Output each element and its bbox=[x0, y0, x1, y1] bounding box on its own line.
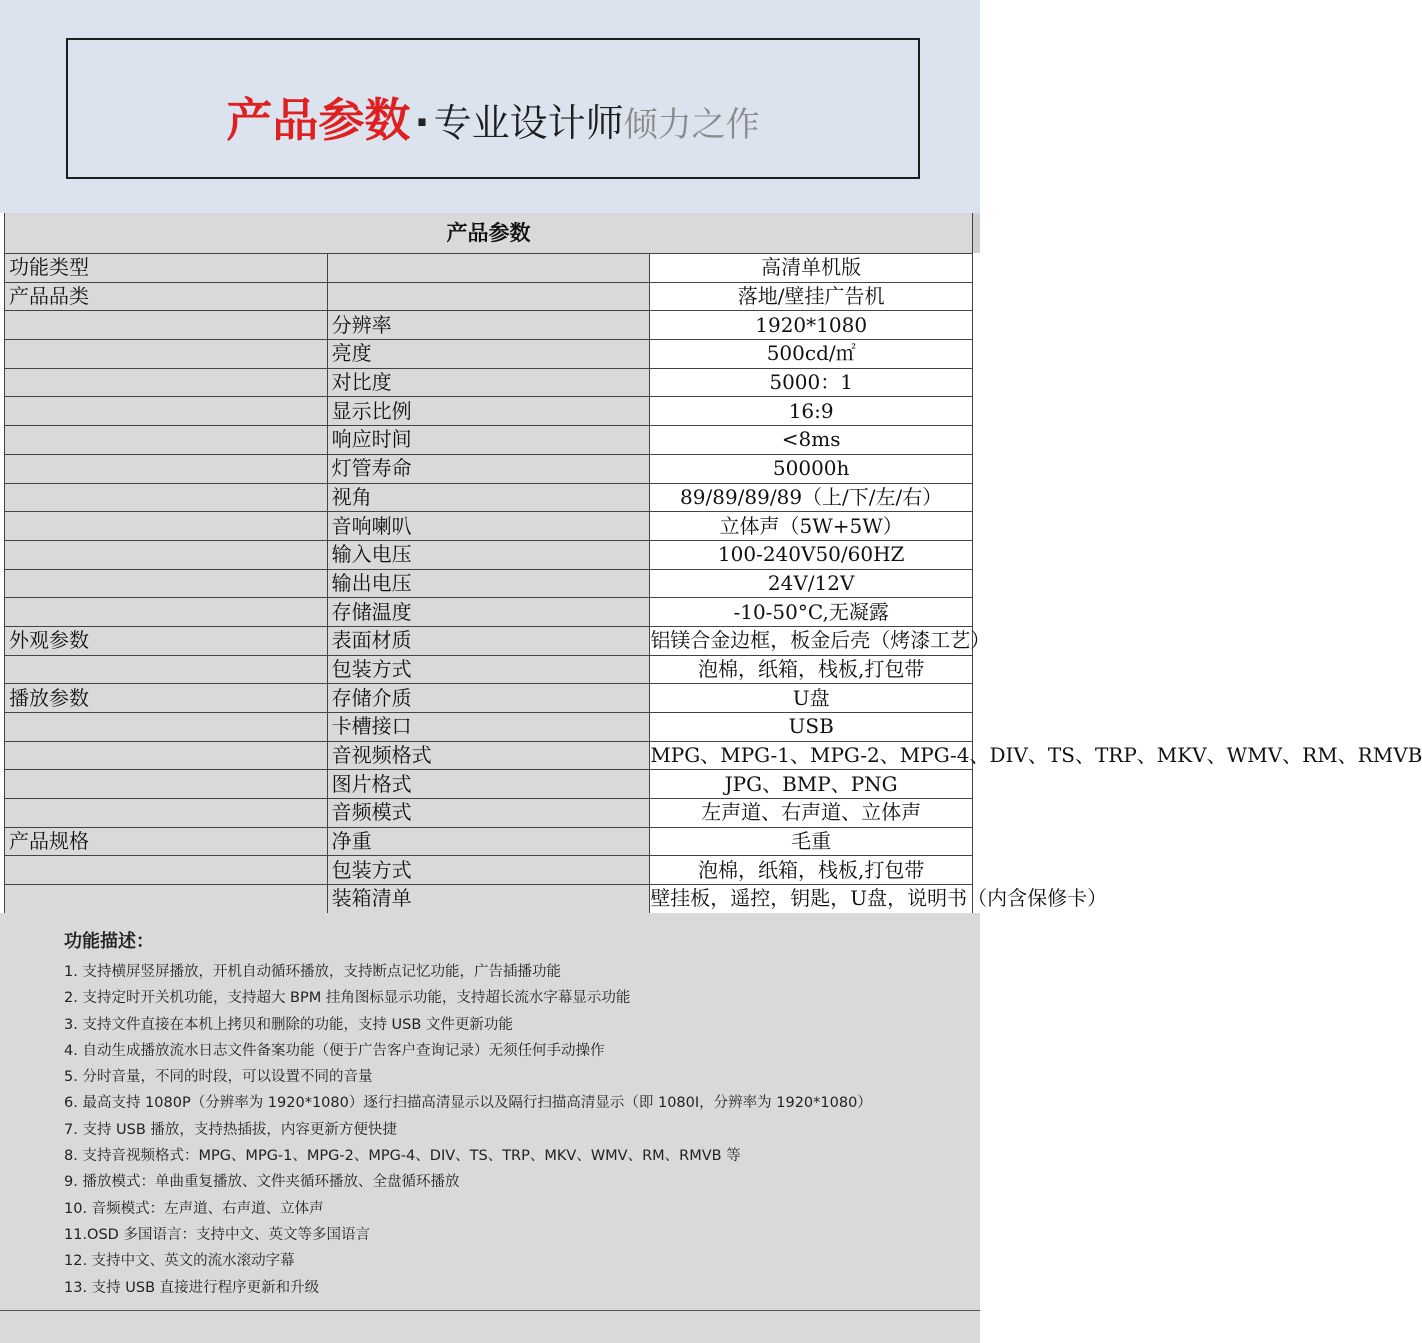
spec-group-cell bbox=[5, 311, 328, 340]
spec-group-cell: 产品规格 bbox=[5, 827, 328, 856]
table-row bbox=[5, 885, 973, 914]
spec-group-cell bbox=[5, 856, 328, 885]
spec-table-header: 产品参数 bbox=[5, 213, 973, 254]
spec-value-cell: <8ms bbox=[650, 426, 973, 455]
spec-group-cell bbox=[5, 397, 328, 426]
feature-item: 1. 支持横屏竖屏播放，开机自动循环播放，支持断点记忆功能，广告插播功能 bbox=[64, 964, 561, 980]
top-banner-background bbox=[0, 0, 980, 213]
spec-param-cell: 输出电压 bbox=[327, 569, 650, 598]
feature-item: 12. 支持中文、英文的流水滚动字幕 bbox=[64, 1253, 295, 1270]
table-header-shadow bbox=[973, 213, 980, 253]
table-row bbox=[5, 770, 973, 799]
table-row bbox=[5, 426, 973, 455]
spec-param-cell: 显示比例 bbox=[327, 397, 650, 426]
spec-param-cell: 音频模式 bbox=[327, 799, 650, 828]
spec-value-cell: 泡棉，纸箱，栈板,打包带 bbox=[650, 655, 973, 684]
spec-value-cell: 16:9 bbox=[650, 397, 973, 426]
spec-group-cell bbox=[5, 770, 328, 799]
spec-value-cell: JPG、BMP、PNG bbox=[650, 770, 973, 799]
spec-value-cell: 50000h bbox=[650, 454, 973, 483]
spec-param-cell: 包装方式 bbox=[327, 655, 650, 684]
spec-param-cell: 视角 bbox=[327, 483, 650, 512]
banner-subtitle-light: 倾力之作 bbox=[623, 105, 760, 145]
features-list bbox=[64, 959, 872, 1301]
spec-group-cell: 播放参数 bbox=[5, 684, 328, 713]
spec-value-cell: U盘 bbox=[650, 684, 973, 713]
spec-value-cell: -10-50°C,无凝露 bbox=[650, 598, 973, 627]
banner-separator: · bbox=[414, 100, 430, 146]
table-row bbox=[5, 340, 973, 369]
spec-value-cell: 100-240V50/60HZ bbox=[650, 540, 973, 569]
features-section bbox=[0, 913, 980, 1343]
features-title: 功能描述： bbox=[64, 931, 154, 952]
spec-value-cell: 泡棉，纸箱，栈板,打包带 bbox=[650, 856, 973, 885]
table-row bbox=[5, 254, 973, 283]
spec-value-cell: MPG、MPG-1、MPG-2、MPG-4、DIV、TS、TRP、MKV、WMV、RM、RMVB bbox=[650, 741, 973, 770]
spec-group-cell bbox=[5, 569, 328, 598]
spec-table-body bbox=[5, 254, 1422, 914]
spec-value-cell: USB bbox=[650, 713, 973, 742]
spec-param-cell: 音视频格式 bbox=[327, 741, 650, 770]
feature-item: 2. 支持定时开关机功能，支持超大 BPM 挂角图标显示功能，支持超长流水字幕显示功能 bbox=[64, 990, 631, 1007]
spec-param-cell: 装箱清单 bbox=[327, 885, 650, 914]
spec-group-cell: 功能类型 bbox=[5, 254, 328, 283]
table-row bbox=[5, 483, 973, 512]
spec-value-cell: 铝镁合金边框，板金后壳（烤漆工艺） bbox=[650, 626, 973, 655]
spec-param-cell: 包装方式 bbox=[327, 856, 650, 885]
spec-table bbox=[4, 213, 1422, 914]
spec-table-header-row bbox=[5, 213, 973, 254]
table-row bbox=[5, 540, 973, 569]
table-row bbox=[5, 282, 973, 311]
table-row bbox=[5, 741, 973, 770]
spec-group-cell bbox=[5, 713, 328, 742]
spec-value-cell: 毛重 bbox=[650, 827, 973, 856]
spec-param-cell: 表面材质 bbox=[327, 626, 650, 655]
table-row bbox=[5, 454, 973, 483]
spec-param-cell: 存储温度 bbox=[327, 598, 650, 627]
spec-value-cell: 500cd/㎡ bbox=[650, 340, 973, 369]
spec-param-cell bbox=[327, 254, 650, 283]
feature-item: 9. 播放模式：单曲重复播放、文件夹循环播放、全盘循环播放 bbox=[64, 1174, 460, 1191]
spec-group-cell bbox=[5, 540, 328, 569]
table-row bbox=[5, 799, 973, 828]
spec-group-cell bbox=[5, 799, 328, 828]
spec-param-cell: 亮度 bbox=[327, 340, 650, 369]
spec-group-cell: 外观参数 bbox=[5, 626, 328, 655]
spec-group-cell: 产品品类 bbox=[5, 282, 328, 311]
spec-group-cell bbox=[5, 885, 328, 914]
table-row bbox=[5, 569, 973, 598]
spec-param-cell: 音响喇叭 bbox=[327, 512, 650, 541]
spec-param-cell: 对比度 bbox=[327, 368, 650, 397]
spec-value-cell: 立体声（5W+5W） bbox=[650, 512, 973, 541]
spec-param-cell: 图片格式 bbox=[327, 770, 650, 799]
spec-param-cell: 响应时间 bbox=[327, 426, 650, 455]
feature-item: 6. 最高支持 1080P（分辨率为 1920*1080）逐行扫描高清显示以及隔行扫描高清显示（即 1080I，分辨率为 1920*1080） bbox=[64, 1095, 872, 1112]
spec-param-cell: 输入电压 bbox=[327, 540, 650, 569]
spec-group-cell bbox=[5, 340, 328, 369]
spec-value-cell: 高清单机版 bbox=[650, 254, 973, 283]
spec-value-cell: 24V/12V bbox=[650, 569, 973, 598]
spec-value-cell: 左声道、右声道、立体声 bbox=[650, 799, 973, 828]
table-row bbox=[5, 684, 973, 713]
spec-group-cell bbox=[5, 454, 328, 483]
banner-title-main: 产品参数 bbox=[226, 93, 411, 147]
spec-param-cell: 存储介质 bbox=[327, 684, 650, 713]
spec-value-cell: 89/89/89/89（上/下/左/右） bbox=[650, 483, 973, 512]
spec-group-cell bbox=[5, 368, 328, 397]
spec-param-cell: 净重 bbox=[327, 827, 650, 856]
table-row bbox=[5, 512, 973, 541]
spec-param-cell: 灯管寿命 bbox=[327, 454, 650, 483]
feature-item: 7. 支持 USB 播放，支持热插拔，内容更新方便快捷 bbox=[64, 1121, 397, 1138]
feature-item: 10. 音频模式：左声道、右声道、立体声 bbox=[64, 1200, 324, 1217]
spec-param-cell: 卡槽接口 bbox=[327, 713, 650, 742]
table-row bbox=[5, 368, 973, 397]
spec-group-cell bbox=[5, 598, 328, 627]
bottom-divider bbox=[0, 1310, 980, 1311]
spec-value-cell: 5000：1 bbox=[650, 368, 973, 397]
spec-group-cell bbox=[5, 426, 328, 455]
feature-item: 3. 支持文件直接在本机上拷贝和删除的功能，支持 USB 文件更新功能 bbox=[64, 1016, 513, 1033]
spec-param-cell: 分辨率 bbox=[327, 311, 650, 340]
feature-item: 13. 支持 USB 直接进行程序更新和升级 bbox=[64, 1279, 320, 1296]
feature-item: 8. 支持音视频格式：MPG、MPG-1、MPG-2、MPG-4、DIV、TS、TRP、MKV、WMV、RM、RMVB 等 bbox=[64, 1148, 741, 1165]
table-row bbox=[5, 713, 973, 742]
spec-value-cell: 壁挂板，遥控，钥匙，U盘，说明书（内含保修卡） bbox=[650, 885, 973, 914]
table-row bbox=[5, 856, 973, 885]
spec-group-cell bbox=[5, 741, 328, 770]
banner-subtitle: 专业设计师 bbox=[433, 101, 624, 145]
table-row bbox=[5, 655, 973, 684]
spec-value-cell: 落地/壁挂广告机 bbox=[650, 282, 973, 311]
table-row bbox=[5, 598, 973, 627]
table-row bbox=[5, 311, 973, 340]
table-row bbox=[5, 827, 973, 856]
banner-title bbox=[68, 84, 918, 150]
feature-item: 4. 自动生成播放流水日志文件备案功能（便于广告客户查询记录）无须任何手动操作 bbox=[64, 1042, 605, 1059]
spec-param-cell bbox=[327, 282, 650, 311]
feature-item: 11.OSD 多国语言：支持中文、英文等多国语言 bbox=[64, 1226, 370, 1243]
spec-group-cell bbox=[5, 655, 328, 684]
spec-value-cell: 1920*1080 bbox=[650, 311, 973, 340]
spec-group-cell bbox=[5, 483, 328, 512]
spec-group-cell bbox=[5, 512, 328, 541]
feature-item: 5. 分时音量，不同的时段，可以设置不同的音量 bbox=[64, 1069, 373, 1086]
table-row bbox=[5, 397, 973, 426]
table-row bbox=[5, 626, 973, 655]
title-banner bbox=[66, 38, 920, 179]
